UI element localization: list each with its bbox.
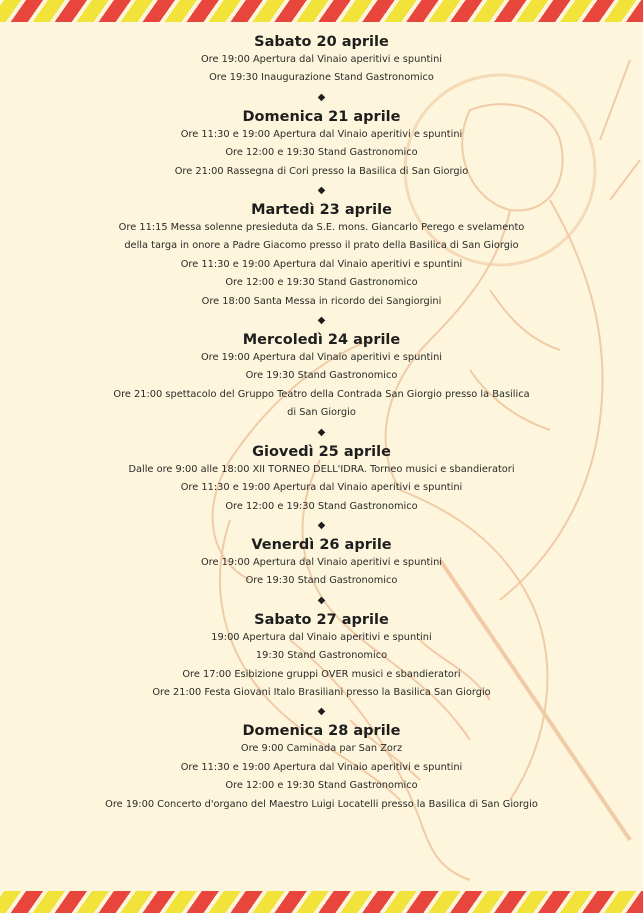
event-line: Ore 12:00 e 19:30 Stand Gastronomico (225, 147, 418, 159)
event-line: Ore 19:00 Apertura dal Vinaio aperitivi e spuntini (200, 352, 443, 364)
diamond-separator-icon: ◆ (317, 91, 326, 103)
day-block (0, 33, 643, 88)
day-block (0, 536, 643, 591)
event-line: Ore 11:15 Messa solenne presieduta da S.E. mons. Giancarlo Perego e svelamento (118, 222, 525, 234)
top-stripe-border (0, 0, 643, 22)
day-block (0, 722, 643, 814)
day-title: Martedì 23 aprile (251, 202, 392, 219)
day-block (0, 443, 643, 516)
event-line: Ore 19:00 Apertura dal Vinaio aperitivi e spuntini (200, 54, 443, 65)
event-line: Ore 21:00 Festa Giovani Italo Brasiliani presso la Basilica San Giorgio (152, 686, 491, 698)
bottom-stripe-border (0, 891, 643, 913)
event-line: Ore 19:30 Stand Gastronomico (245, 575, 398, 587)
day-block (0, 201, 643, 311)
event-line: Ore 17:00 Esibizione gruppi OVER musici e sbandieratori (182, 668, 461, 680)
event-line: Ore 11:30 e 19:00 Apertura dal Vinaio aperitivi e spuntini (180, 761, 463, 773)
event-line: della targa in onore a Padre Giacomo presso il prato della Basilica di San Giorgio (124, 240, 519, 252)
event-line: Ore 9:00 Caminada par San Zorz (240, 743, 403, 755)
diamond-separator-icon: ◆ (317, 315, 326, 327)
day-title: Venerdì 26 aprile (251, 536, 392, 553)
day-block (0, 611, 643, 703)
event-program (0, 33, 643, 814)
day-title: Sabato 27 aprile (254, 611, 389, 628)
day-title: Domenica 21 aprile (242, 108, 401, 125)
event-line: Ore 12:00 e 19:30 Stand Gastronomico (225, 277, 418, 289)
event-line: 19:30 Stand Gastronomico (255, 650, 388, 662)
day-title: Mercoledì 24 aprile (242, 332, 401, 349)
diamond-separator-icon: ◆ (317, 185, 326, 197)
event-line: Ore 12:00 e 19:30 Stand Gastronomico (225, 780, 418, 792)
event-line: Ore 21:00 spettacolo del Gruppo Teatro della Contrada San Giorgio presso la Basilica (113, 388, 530, 400)
event-line: di San Giorgio (287, 407, 356, 419)
event-line: Ore 18:00 Santa Messa in ricordo dei Sangiorgini (201, 295, 442, 307)
event-line: Dalle ore 9:00 alle 18:00 XII TORNEO DELL'IDRA. Torneo musici e sbandieratori (128, 463, 515, 475)
event-line: Ore 11:30 e 19:00 Apertura dal Vinaio aperitivi e spuntini (180, 482, 463, 494)
event-line: Ore 21:00 Rassegna di Cori presso la Basilica di San Giorgio (174, 165, 469, 177)
event-line: Ore 11:30 e 19:00 Apertura dal Vinaio aperitivi e spuntini (180, 258, 463, 270)
day-title: Giovedì 25 aprile (252, 443, 391, 460)
event-line: Ore 12:00 e 19:30 Stand Gastronomico (225, 500, 418, 512)
diamond-separator-icon: ◆ (317, 594, 326, 606)
day-title: Domenica 28 aprile (242, 723, 401, 740)
diamond-separator-icon: ◆ (317, 519, 326, 531)
diamond-separator-icon: ◆ (317, 706, 326, 718)
day-block (0, 108, 643, 181)
event-line: Ore 19:00 Concerto d'organo del Maestro Luigi Locatelli presso la Basilica di San Giorgio (105, 798, 538, 810)
diamond-separator-icon: ◆ (317, 426, 326, 438)
day-block (0, 331, 643, 423)
event-line: Ore 19:30 Stand Gastronomico (245, 370, 398, 382)
event-line: 19:00 Apertura dal Vinaio aperitivi e spuntini (211, 631, 432, 643)
event-line: Ore 11:30 e 19:00 Apertura dal Vinaio aperitivi e spuntini (180, 128, 463, 140)
event-line: Ore 19:30 Inaugurazione Stand Gastronomico (209, 72, 434, 84)
event-line: Ore 19:00 Apertura dal Vinaio aperitivi e spuntini (200, 556, 443, 568)
day-title: Sabato 20 aprile (254, 34, 389, 50)
